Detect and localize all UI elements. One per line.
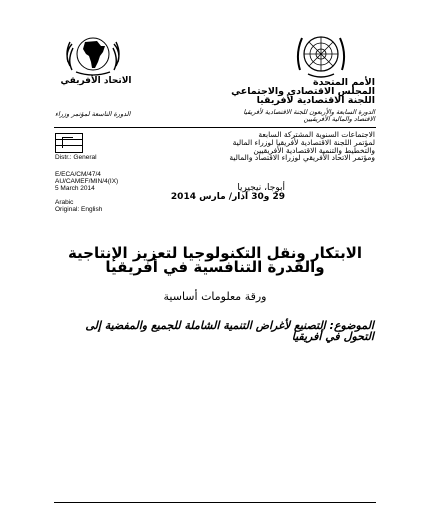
meeting-note	[175, 131, 375, 162]
distribution-label: Distr.: General	[55, 154, 97, 161]
meeting-dates: 29 و30 آذار/ مارس 2014	[170, 192, 285, 202]
eca-session-line: الاقتصاد والمالية الأفريقيين	[303, 115, 375, 124]
document-symbol	[55, 171, 118, 192]
language-line: Arabic	[55, 199, 74, 206]
eca-name-line: اللجنة الاقتصادية لأفريقيا	[256, 95, 375, 106]
document-title	[60, 246, 370, 274]
title-line: والقدرة التنافسية في أفريقيا	[105, 258, 325, 276]
meeting-note-line: الاجتماعات السنوية المشتركة السابعة	[258, 130, 375, 139]
au-session-heading: الدورة التاسعة لمؤتمر وزراء	[55, 110, 131, 118]
header-divider	[54, 127, 376, 128]
eca-session-line: الدورة السابعة والأربعون للجنة الاقتصادية لأفريقيا	[243, 108, 375, 116]
venue: أبوجا، نيجيريا	[237, 183, 285, 193]
barcode-box	[55, 133, 83, 153]
venue-date	[171, 184, 285, 202]
eca-session-heading	[205, 109, 375, 123]
meeting-note-line: لمؤتمر اللجنة الاقتصادية لأفريقيا لوزراء المالية	[232, 137, 375, 147]
african-union-name: الاتحاد الأفريقي	[60, 76, 132, 86]
language-info	[55, 199, 102, 213]
issue-date: 5 March 2014	[55, 185, 95, 192]
original-language-line: Original: English	[55, 206, 103, 213]
symbol-line: AU/CAMEF/MIN/4(IX)	[55, 178, 119, 185]
footer-divider	[54, 502, 376, 503]
un-ecosoc-eca-name	[205, 78, 375, 105]
un-name-line: الأمم المتحدة	[313, 77, 375, 88]
theme-statement: الموضوع: التصنيع لأغراض التنمية الشاملة للجميع والمفضية إلى التحول في أفريقيا	[85, 319, 374, 343]
meeting-note-line: ومؤتمر الاتحاد الأفريقي لوزراء الاقتصاد والمالية	[229, 153, 375, 163]
symbol-line: E/ECA/CM/47/4	[55, 171, 101, 178]
document-type: ورقة معلومات أساسية	[163, 290, 267, 303]
african-union-emblem-icon	[64, 32, 122, 78]
ecosoc-name-line: المجلس الاقتصادي والاجتماعي	[231, 86, 375, 97]
meeting-note-line: والتخطيط والتنمية الاقتصادية الأفريقيين	[253, 145, 375, 155]
title-line: الابتكار ونقل التكنولوجيا لتعزيز الإنتاجية	[67, 244, 363, 262]
united-nations-emblem-icon	[294, 30, 348, 80]
